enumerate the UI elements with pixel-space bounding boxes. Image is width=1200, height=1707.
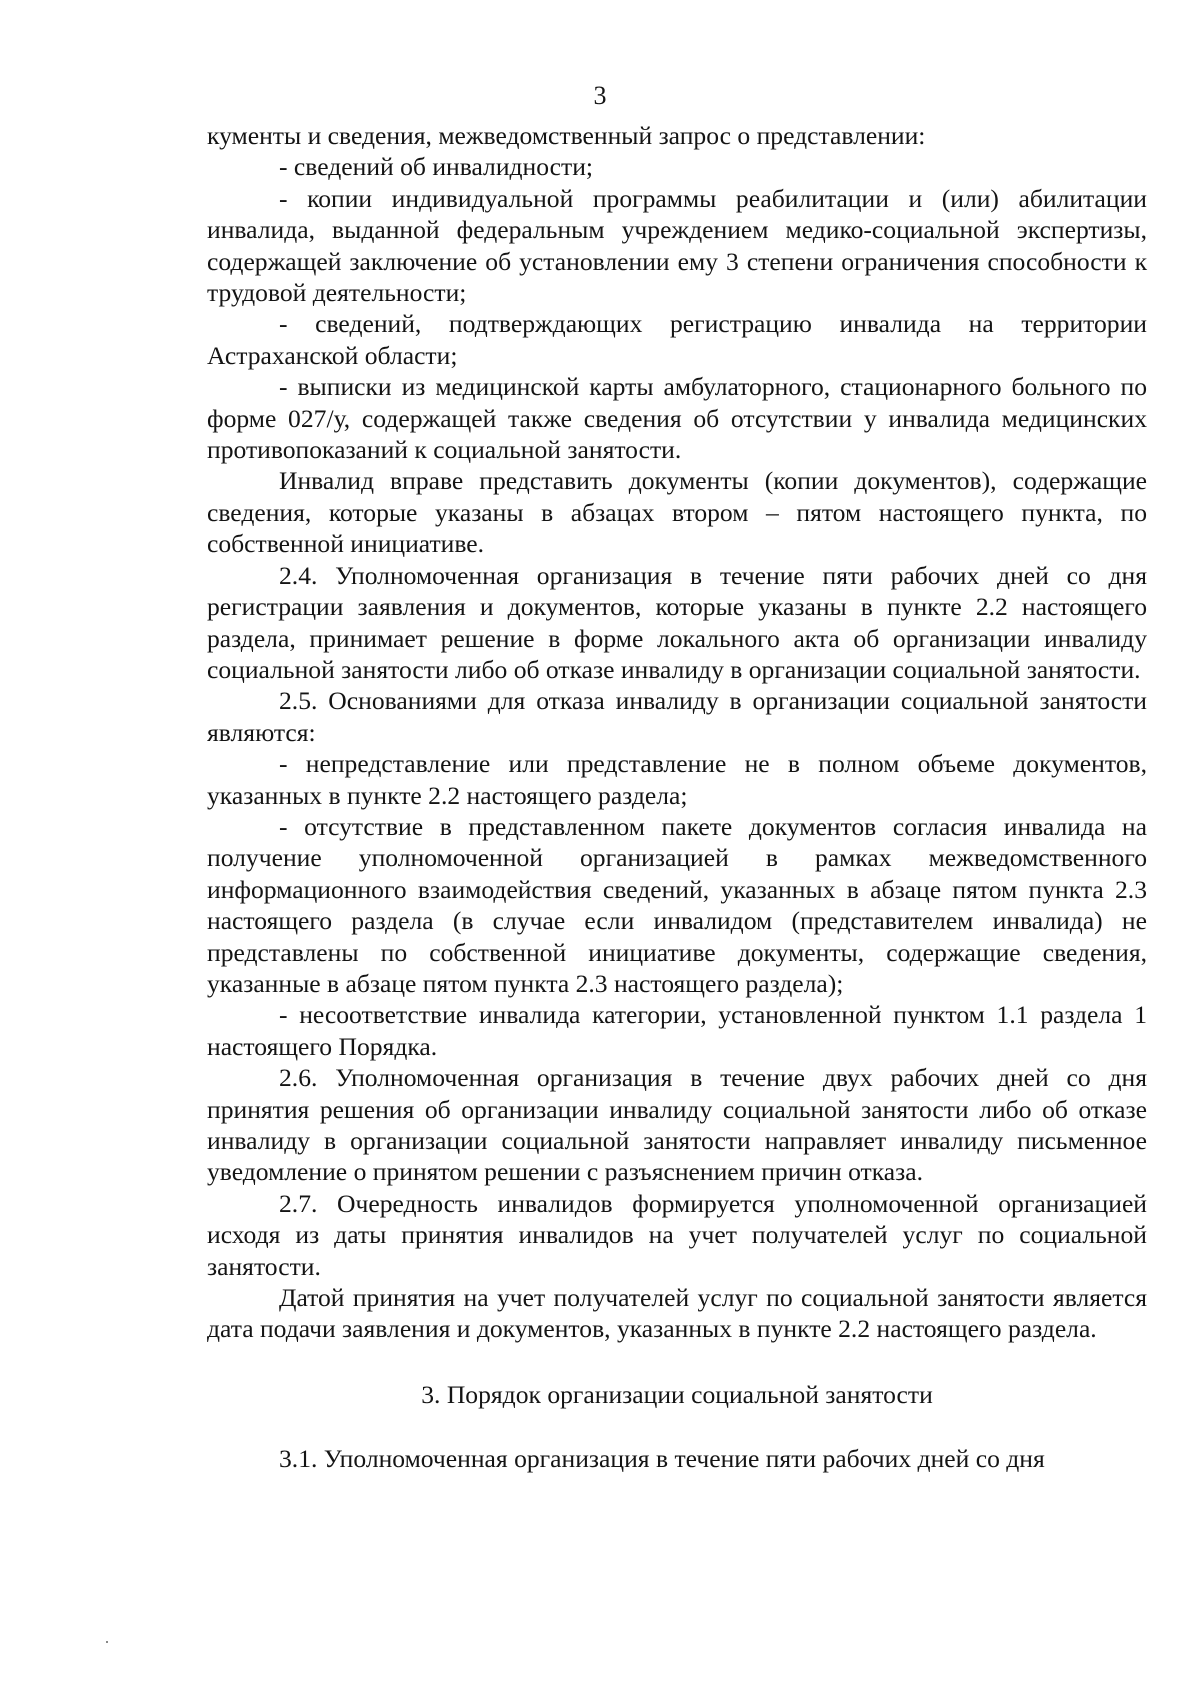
paragraph-registration-date: Датой принятия на учет получателей услуг по социальной занятости является дата подачи заявления и документов, указанных в пункте 2.2 настоящего раздела. <box>207 1283 1147 1344</box>
clause-2-7: 2.7. Очередность инвалидов формируется уполномоченной организацией исходя из даты принятия инвалидов на учет получателей услуг по социальной занятости. <box>207 1188 1147 1281</box>
paragraph-continuation: кументы и сведения, межведомственный запрос о представлении: <box>207 121 926 150</box>
list-item-registration-info: - сведений, подтверждающих регистрацию инвалида на территории Астраханской области; <box>207 309 1147 370</box>
list-item-disability-info: - сведений об инвалидности; <box>279 152 594 182</box>
list-item-missing-consent: - отсутствие в представленном пакете документов согласия инвалида на получение уполномоченной организацией в рамках межведомственного информационного взаимодействия сведений, указанных в абзаце пятом пункта 2.3 настоящего раздела (в случае если инвалидом (представителем инвалида) не представлены по собственной инициативе документы, содержащие сведения, указанные в абзаце пятом пункта 2.3 настоящего раздела); <box>207 811 1147 998</box>
list-item-category-mismatch: - несоответствие инвалида категории, установленной пунктом 1.1 раздела 1 настоящего Порядка. <box>207 1000 1147 1061</box>
section-heading: 3. Порядок организации социальной занятости <box>421 1379 933 1409</box>
page-number: 3 <box>593 81 607 110</box>
clause-3-1: 3.1. Уполномоченная организация в течение пяти рабочих дней со дня <box>279 1444 1045 1474</box>
clause-2-6: 2.6. Уполномоченная организация в течение двух рабочих дней со дня принятия решения об организации инвалиду социальной занятости либо об отказе инвалиду в организации социальной занятости направляет инвалиду письменное уведомление о принятом решении с разъяснением причин отказа. <box>207 1063 1147 1187</box>
list-item-medical-extract: - выписки из медицинской карты амбулаторного, стационарного больного по форме 027/у, содержащей также сведения об отсутствии у инвалида медицинских противопоказаний к социальной занятости. <box>207 372 1147 465</box>
scan-artifact <box>106 1641 108 1643</box>
clause-2-5: 2.5. Основаниями для отказа инвалиду в организации социальной занятости являются: <box>207 686 1147 747</box>
document-body <box>207 120 1147 1475</box>
list-item-rehabilitation-program: - копии индивидуальной программы реабилитации и (или) абилитации инвалида, выданной федеральным учреждением медико-социальной экспертизы, содержащей заключение об установлении ему 3 степени ограничения способности к трудовой деятельности; <box>207 183 1147 308</box>
clause-2-4: 2.4. Уполномоченная организация в течение пяти рабочих дней со дня регистрации заявления и документов, которые указаны в пункте 2.2 настоящего раздела, принимает решение в форме локального акта об организации инвалиду социальной занятости либо об отказе инвалиду в организации социальной занятости. <box>207 560 1147 684</box>
paragraph-own-initiative: Инвалид вправе представить документы (копии документов), содержащие сведения, которые указаны в абзацах втором – пятом настоящего пункта, по собственной инициативе. <box>207 466 1147 559</box>
list-item-incomplete-documents: - непредставление или представление не в полном объеме документов, указанных в пункте 2.2 настоящего раздела; <box>207 749 1147 810</box>
